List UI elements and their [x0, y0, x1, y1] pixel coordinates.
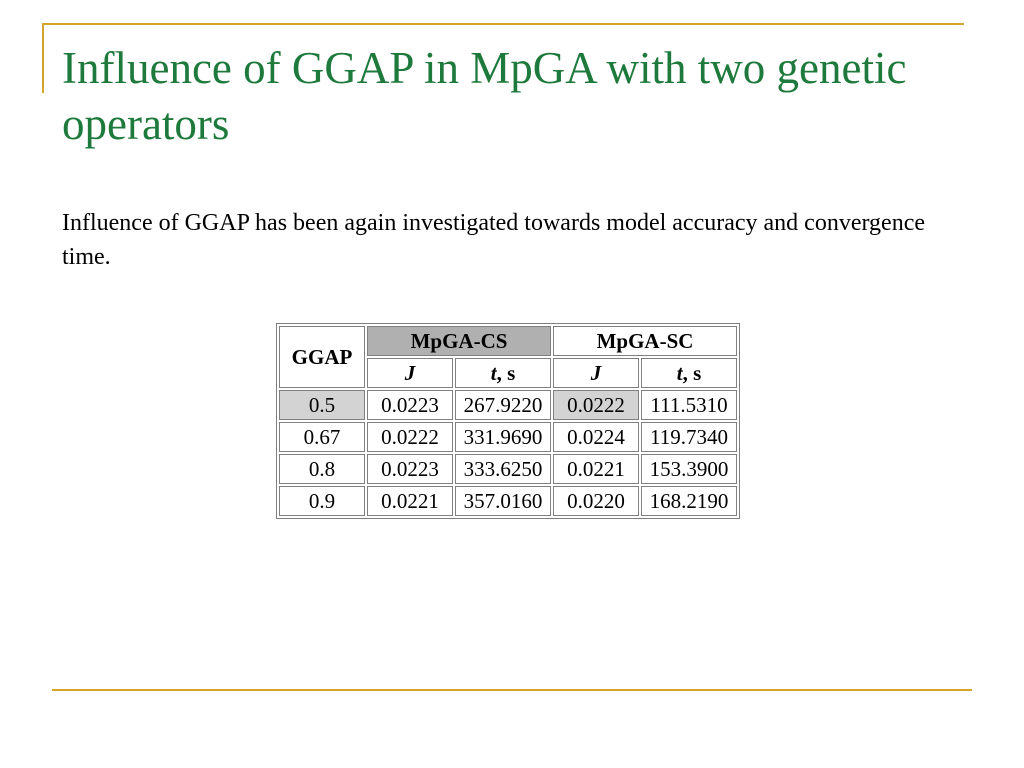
cell-ggap: 0.67 — [279, 422, 365, 452]
header-cs-j-label: J — [404, 361, 416, 385]
table-row — [279, 486, 737, 516]
header-cs-t-label: t — [490, 361, 497, 385]
header-mpga-sc: MpGA-SC — [553, 326, 737, 356]
cell-cs-j: 0.0223 — [367, 390, 453, 420]
cell-sc-j: 0.0220 — [553, 486, 639, 516]
top-rule — [42, 23, 964, 25]
header-sc-t — [641, 358, 737, 388]
cell-cs-j: 0.0222 — [367, 422, 453, 452]
cell-cs-t: 357.0160 — [455, 486, 551, 516]
table-header-row-1 — [279, 326, 737, 356]
table-row — [279, 390, 737, 420]
cell-cs-t: 331.9690 — [455, 422, 551, 452]
cell-sc-t: 111.5310 — [641, 390, 737, 420]
cell-sc-j: 0.0222 — [553, 390, 639, 420]
bottom-rule — [52, 689, 972, 691]
cell-sc-t: 119.7340 — [641, 422, 737, 452]
left-rule — [42, 23, 44, 93]
header-mpga-cs: MpGA-CS — [367, 326, 551, 356]
header-sc-t-label: t — [676, 361, 683, 385]
table-row — [279, 422, 737, 452]
header-cs-t — [455, 358, 551, 388]
cell-cs-t: 333.6250 — [455, 454, 551, 484]
cell-sc-t: 168.2190 — [641, 486, 737, 516]
cell-sc-t: 153.3900 — [641, 454, 737, 484]
header-sc-j-label: J — [590, 361, 602, 385]
header-cs-j — [367, 358, 453, 388]
cell-cs-j: 0.0221 — [367, 486, 453, 516]
results-table-container — [276, 323, 740, 519]
table-row — [279, 454, 737, 484]
cell-sc-j: 0.0221 — [553, 454, 639, 484]
cell-cs-t: 267.9220 — [455, 390, 551, 420]
header-ggap: GGAP — [279, 326, 365, 388]
cell-sc-j: 0.0224 — [553, 422, 639, 452]
cell-ggap: 0.8 — [279, 454, 365, 484]
cell-ggap: 0.9 — [279, 486, 365, 516]
slide-title: Influence of GGAP in MpGA with two genetic operators — [62, 43, 907, 149]
header-cs-t-unit: , s — [496, 361, 516, 385]
slide-body-text: Influence of GGAP has been again investigated towards model accuracy and convergence time. — [62, 210, 925, 270]
cell-cs-j: 0.0223 — [367, 454, 453, 484]
header-sc-j — [553, 358, 639, 388]
header-sc-t-unit: , s — [682, 361, 702, 385]
results-table — [276, 323, 740, 519]
cell-ggap: 0.5 — [279, 390, 365, 420]
